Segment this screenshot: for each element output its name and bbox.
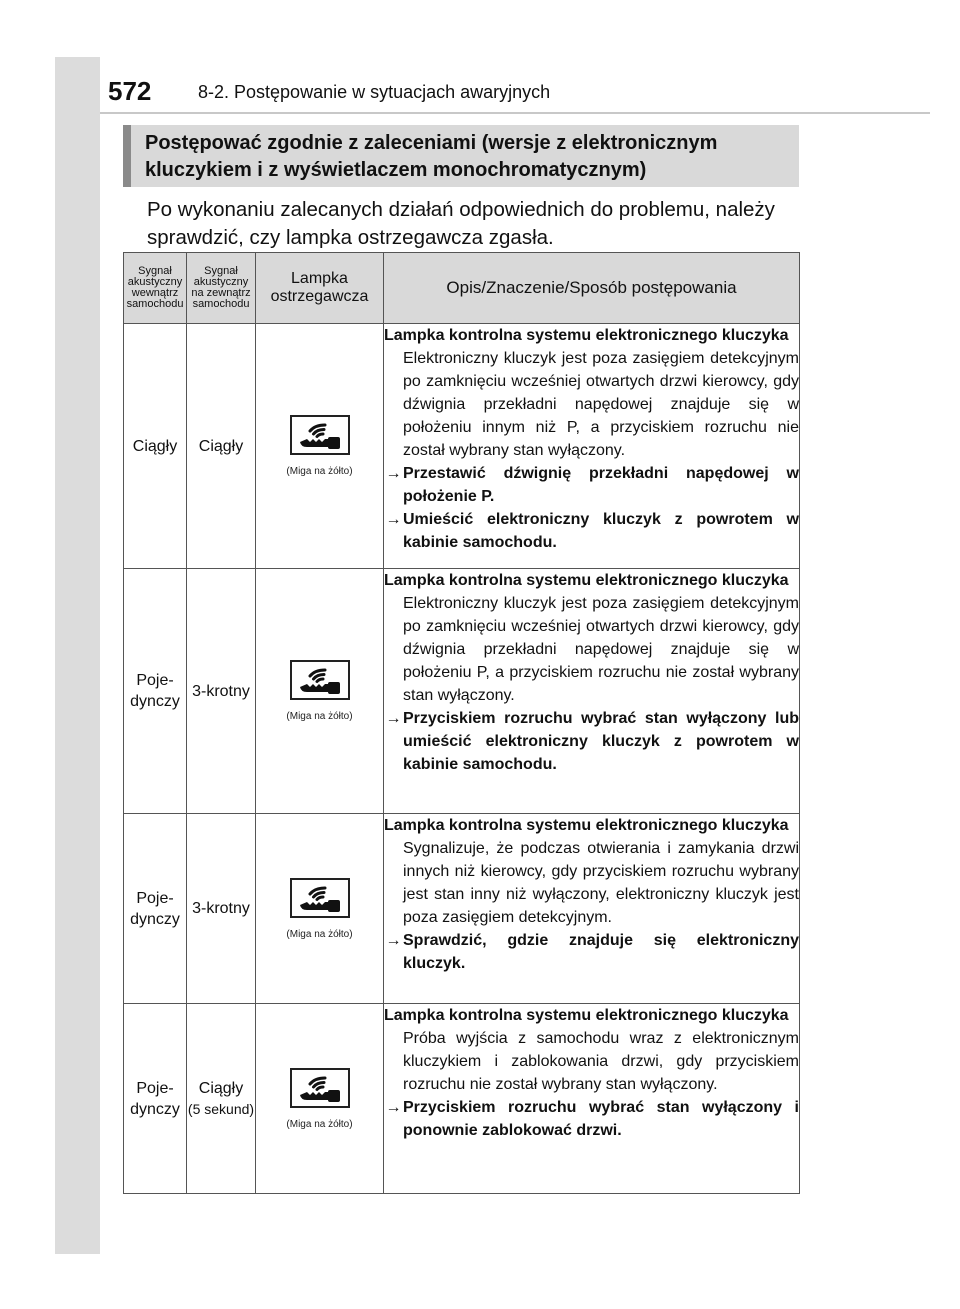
signal-duration: (5 sekund) <box>187 1100 255 1117</box>
description-action: →Przyciskiem rozruchu wybrać stan wyłączony lub umieścić elektroniczny kluczyk z powrotem w kabinie samochodu. <box>384 707 799 776</box>
description-action: →Przyciskiem rozruchu wybrać stan wyłączony i ponownie zablokować drzwi. <box>384 1096 799 1142</box>
section-title-line1: Postępować zgodnie z zaleceniami (wersje z elektronicznym <box>145 132 718 154</box>
description-title: Lampka kontrolna systemu elektronicznego kluczyka <box>384 572 789 589</box>
cell-outside-signal: 3-krotny <box>187 569 256 814</box>
page-number: 572 <box>108 76 152 106</box>
side-tab-strip <box>55 57 100 1254</box>
section-title-line2: kluczykiem i z wyświetlaczem monochromatycznym) <box>145 159 647 181</box>
arrow-right-icon: → <box>385 511 402 528</box>
description-body: Sygnalizuje, że podczas otwierania i zamykania drzwi innych niż kierowcy, gdy przyciskiem rozruchu wybrany jest stan inny niż wyłączony, elektroniczny kluczyk jest poza zasięgiem detekcyjnym. <box>403 840 799 926</box>
arrow-right-icon: → <box>385 932 402 949</box>
cell-outside-signal: Ciągły <box>187 324 256 569</box>
intro-line2: sprawdzić, czy lampka ostrzegawcza zgasła. <box>147 226 554 249</box>
cell-inside-signal: Ciągły <box>124 324 187 569</box>
description-title: Lampka kontrolna systemu elektronicznego kluczyka <box>384 1007 789 1024</box>
cell-description <box>384 569 800 814</box>
cell-warning-lamp <box>256 1004 384 1194</box>
cell-warning-lamp <box>256 569 384 814</box>
section-label: 8-2. Postępowanie w sytuacjach awaryjnych <box>198 82 551 102</box>
arrow-right-icon: → <box>385 1099 402 1116</box>
description-title: Lampka kontrolna systemu elektronicznego kluczyka <box>384 327 789 344</box>
cell-description <box>384 814 800 1004</box>
description-action: →Przestawić dźwignię przekładni napędowej w położenie P. <box>384 462 799 508</box>
description-action: →Umieścić elektroniczny kluczyk z powrotem w kabinie samochodu. <box>384 508 799 554</box>
smart-key-warning-icon <box>290 878 350 918</box>
arrow-right-icon: → <box>385 465 402 482</box>
arrow-right-icon: → <box>385 710 402 727</box>
cell-description <box>384 1004 800 1194</box>
description-body: Próba wyjścia z samochodu wraz z elektronicznym kluczykiem i zablokowania drzwi, gdy przyciskiem rozruchu nie został wybrany stan wyłączony. <box>403 1030 799 1093</box>
table-row <box>124 324 800 569</box>
smart-key-warning-icon-svg <box>297 1074 343 1104</box>
smart-key-warning-icon-svg <box>297 884 343 914</box>
cell-outside-signal: 3-krotny <box>187 814 256 1004</box>
table-row <box>124 569 800 814</box>
page-header <box>100 72 930 114</box>
intro-line1: Po wykonaniu zalecanych działań odpowiednich do problemu, należy <box>147 198 775 221</box>
cell-warning-lamp <box>256 324 384 569</box>
header-description: Opis/Znaczenie/Sposób postępowania <box>384 253 800 324</box>
cell-inside-signal: Poje- dynczy <box>124 1004 187 1194</box>
section-title <box>123 125 799 187</box>
smart-key-warning-icon <box>290 660 350 700</box>
lamp-caption: (Miga na żółto) <box>286 1118 353 1130</box>
table-row <box>124 814 800 1004</box>
description-body: Elektroniczny kluczyk jest poza zasięgiem detekcyjnym po zamknięciu wcześniej otwartych drzwi kierowcy, gdy dźwignia przekładni napędowej znajduje się w położeniu P, a przyciskiem rozruchu nie został wybrany stan wyłączony. <box>403 595 799 704</box>
description-body: Elektroniczny kluczyk jest poza zasięgiem detekcyjnym po zamknięciu wcześniej otwartych drzwi kierowcy, gdy dźwignia przekładni napędowej znajduje się w położeniu innym niż P, a przyciskiem rozruchu nie został wybrany stan wyłączony. <box>403 350 799 459</box>
smart-key-warning-icon <box>290 415 350 455</box>
intro-paragraph <box>147 196 807 252</box>
table-header-row <box>124 253 800 324</box>
header-warning-lamp: Lampka ostrzegawcza <box>256 253 384 324</box>
smart-key-warning-icon <box>290 1068 350 1108</box>
cell-outside-signal: Ciągły (5 sekund) <box>187 1004 256 1194</box>
description-title: Lampka kontrolna systemu elektronicznego kluczyka <box>384 817 789 834</box>
cell-warning-lamp <box>256 814 384 1004</box>
cell-inside-signal: Poje- dynczy <box>124 569 187 814</box>
warning-table <box>123 252 800 1194</box>
cell-description <box>384 324 800 569</box>
header-outside-signal: Sygnał akustyczny na zewnątrz samochodu <box>187 253 256 324</box>
smart-key-warning-icon-svg <box>297 421 343 451</box>
header-inside-signal: Sygnał akustyczny wewnątrz samochodu <box>124 253 187 324</box>
lamp-caption: (Miga na żółto) <box>286 466 353 477</box>
lamp-caption: (Miga na żółto) <box>286 928 353 940</box>
lamp-caption: (Miga na żółto) <box>286 711 353 722</box>
smart-key-warning-icon-svg <box>297 666 343 696</box>
description-action: →Sprawdzić, gdzie znajduje się elektroniczny kluczyk. <box>384 929 799 975</box>
cell-inside-signal: Poje- dynczy <box>124 814 187 1004</box>
table-row <box>124 1004 800 1194</box>
